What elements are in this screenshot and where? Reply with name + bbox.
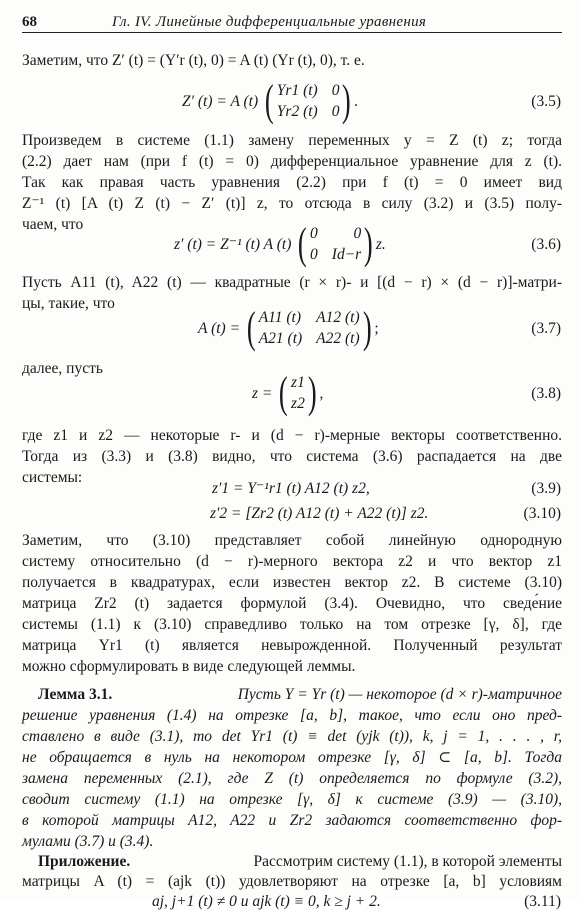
paragraph-line: системы: [22, 469, 83, 486]
equation-3-8 [252, 368, 323, 418]
matrix-entry: 0 [331, 103, 340, 120]
column-vector [276, 368, 319, 417]
paragraph-line: матрица Yr1 (t) является невырожденной. Полученный результат [22, 637, 562, 654]
lemma-line: не обращается в нуль на некотором отрезке [γ, δ] ⊂ [a, b]. Тогда [22, 749, 562, 766]
vector-entry: z2 [291, 395, 305, 412]
eq-number-3-11: (3.11) [524, 893, 561, 910]
matrix-entry: A12 (t) [316, 309, 360, 326]
paragraph-line: матрица Zr2 (t) задается формулой (3.4). Очевидно, что сведе́ние [22, 595, 562, 612]
eq-tail: . [354, 92, 358, 110]
matrix-entry: 0 [353, 225, 362, 242]
matrix [244, 303, 374, 352]
lemma-line: замена переменных (2.1), где Z (t) определяется по формуле (3.2), [22, 770, 562, 787]
right-paren: ) [342, 76, 352, 125]
paragraph-line: Заметим, что (3.10) представляет собой линейную однородную [22, 532, 562, 549]
paragraph-line: где z1 и z2 — некоторые r- и (d − r)-мерные векторы соответственно. [22, 427, 562, 444]
matrix-entry: 0 [310, 225, 318, 242]
paragraph-line: Произведем в системе (1.1) замену переменных y = Z (t) z; тогда [22, 132, 562, 149]
running-header [22, 10, 562, 33]
eq-number-3-10: (3.10) [523, 505, 561, 522]
matrix-entry: Yr1 (t) [276, 82, 318, 99]
application-line: матрицы A (t) = (ajk (t)) удовлетворяют на отрезке [a, b] условиям [22, 873, 562, 890]
eq-tail: , [319, 384, 324, 402]
lemma-line: в которой матрицы A12, A22 и Zr2 задаются соответственно фор- [22, 812, 562, 829]
left-paren: ( [265, 76, 274, 125]
eq-lhs: z′ (t) = Z⁻¹ (t) A (t) [174, 235, 292, 253]
lemma-line: ставлено в виде (3.1), то det Yr1 (t) ≡ det (yjk (t)), k, j = 1, . . . , r, [22, 728, 562, 745]
paragraph-line: Пусть A11 (t), A22 (t) — квадратные (r × r)- и [(d − r) × (d − r)]-матри- [22, 274, 562, 291]
right-paren: ) [362, 303, 372, 352]
paragraph-intro: Заметим, что Z′ (t) = (Y′r (t), 0) = A (t) (Yr (t), 0), т. е. [22, 52, 365, 69]
paragraph-line: Z⁻¹ (t) [A (t) Z (t) − Z′ (t)] z, то отсюда в силу (3.2) и (3.5) полу- [22, 195, 562, 212]
application-first-line [22, 851, 562, 872]
matrix-entry: A21 (t) [258, 330, 303, 347]
paragraph-line: систему относительно (d − r)-мерного вектора z2 и что вектор z1 [22, 553, 562, 570]
eq-number-3-6: (3.6) [531, 236, 561, 253]
equation-3-6 [174, 219, 386, 269]
equation-3-9: z′1 = Y⁻¹r1 (t) A12 (t) z2, [212, 480, 370, 497]
paragraph-line: цы, такие, что [22, 295, 115, 312]
eq-number-3-9: (3.9) [531, 480, 561, 497]
eq-tail: z. [375, 235, 386, 253]
matrix [262, 76, 354, 125]
eq-number-3-5: (3.5) [531, 93, 561, 110]
paragraph-line: (2.2) дает нам (при f (t) = 0) дифференциальное уравнение для z (t). [22, 153, 562, 170]
application-text: Рассмотрим систему (1.1), в которой элементы [253, 853, 562, 870]
page-number: 68 [22, 14, 37, 30]
eq-number-3-8: (3.8) [531, 385, 561, 402]
right-paren: ) [364, 219, 373, 268]
paragraph-line: Так как правая часть уравнения (2.2) при f (t) = 0 имеет вид [22, 174, 562, 191]
eq-number-3-7: (3.7) [531, 320, 561, 337]
eq-lhs: Z′ (t) = A (t) [182, 92, 259, 110]
application-label: Приложение. [38, 853, 131, 870]
lemma-line: Пусть Y = Yr (t) — некоторое (d × r)-матричное [237, 686, 562, 703]
lemma-line: сводит систему (1.1) на отрезке [γ, δ] к системе (3.9) — (3.10), [22, 791, 562, 808]
matrix-entry: A11 (t) [258, 309, 302, 326]
paragraph-line: системы (1.1) к (3.10) справедливо только на том отрезке [γ, δ], где [22, 616, 562, 633]
eq-lhs: A (t) = [198, 319, 241, 337]
matrix-entry: A22 (t) [316, 330, 360, 347]
left-paren: ( [246, 303, 256, 352]
paragraph-line: получается в квадратурах, если известен вектор z2. В системе (3.10) [22, 574, 562, 591]
matrix-entry: Yr2 (t) [276, 103, 318, 120]
eq-lhs: z = [252, 384, 273, 402]
equation-3-11: aj, j+1 (t) ≠ 0 и ajk (t) ≡ 0, k ≥ j + 2. [152, 893, 381, 910]
left-paren: ( [279, 368, 289, 417]
matrix-entry: 0 [310, 246, 318, 263]
equation-3-10: z′2 = [Zr2 (t) A12 (t) + A22 (t)] z2. [210, 505, 429, 522]
paragraph-line: чаем, что [22, 216, 84, 233]
lemma-line: решение уравнения (1.4) на отрезке [a, b], такое, что если оно пред- [22, 707, 562, 724]
lemma-first-line [22, 684, 562, 705]
left-paren: ( [298, 219, 308, 268]
matrix-entry: 0 [331, 82, 340, 99]
lemma-line: мулами (3.7) и (3.4). [22, 833, 154, 850]
matrix-entry: Id−r [331, 246, 362, 263]
vector-entry: z1 [291, 374, 305, 391]
matrix [295, 219, 375, 268]
equation-3-5 [182, 76, 358, 126]
running-title: Гл. IV. Линейные дифференциальные уравнения [112, 14, 427, 30]
paragraph-line: можно сформулировать в виде следующей леммы. [22, 658, 356, 675]
paragraph-line: Тогда из (3.3) и (3.8) видно, что система (3.6) распадается на две [22, 448, 562, 465]
paragraph-line: далее, пусть [22, 360, 103, 377]
right-paren: ) [307, 368, 317, 417]
equation-3-7 [198, 303, 379, 353]
eq-tail: ; [374, 319, 379, 337]
lemma-label: Лемма 3.1. [38, 686, 113, 703]
